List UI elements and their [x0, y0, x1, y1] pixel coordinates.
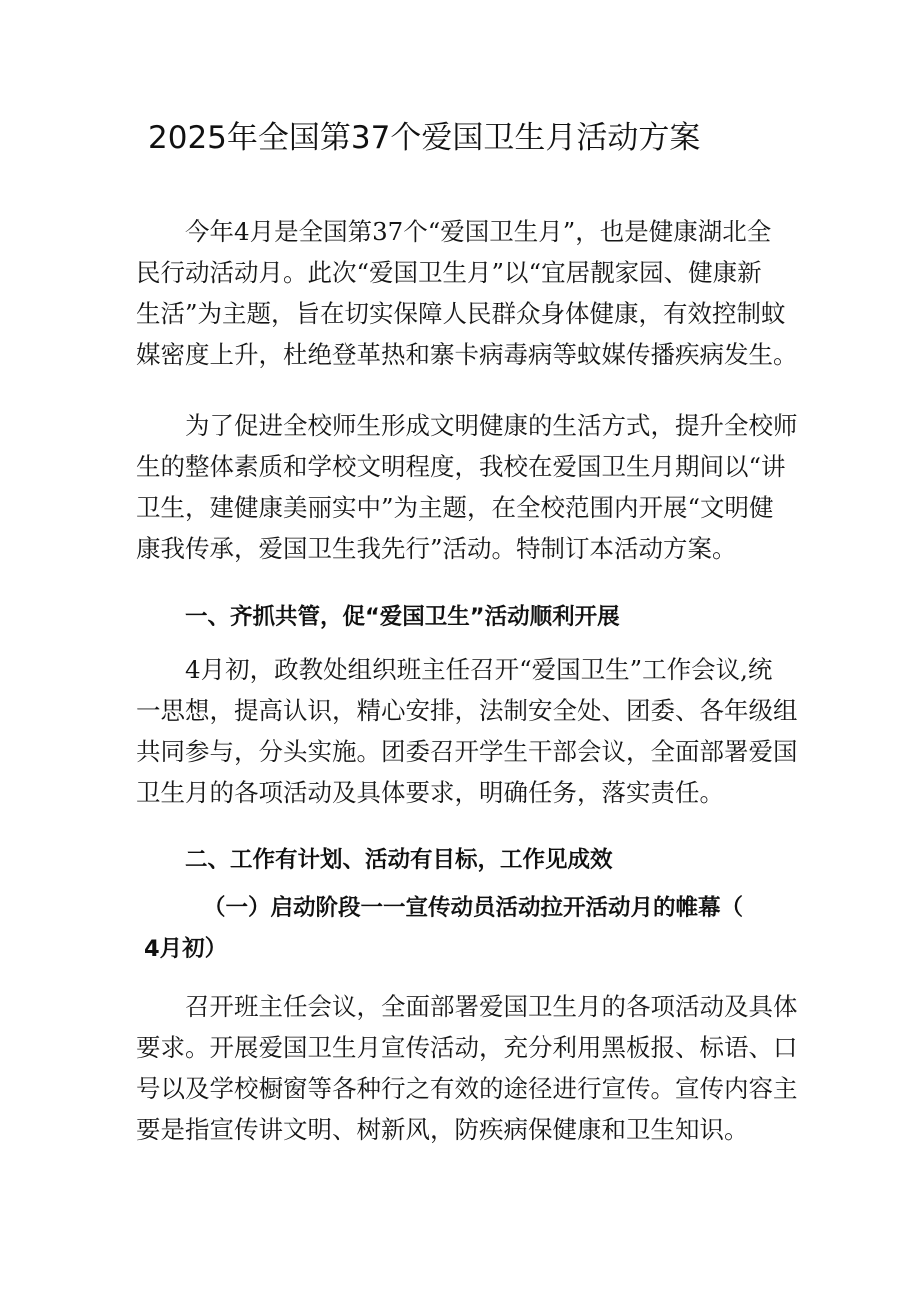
paragraph-line: 号以及学校橱窗等各种行之有效的途径进行宣传。宣传内容主: [136, 1074, 798, 1103]
subheading-line: 4月初）: [144, 936, 228, 962]
paragraph-launch: [136, 986, 796, 1150]
paragraph-line: 康我传承，爱国卫生我先行”活动。特制订本活动方案。: [136, 534, 737, 563]
paragraph-line: 为了促进全校师生形成文明健康的生活方式，提升全校师: [185, 411, 798, 440]
paragraph-line: 卫生月的各项活动及具体要求，明确任务，落实责任。: [136, 778, 724, 807]
paragraph-line: 共同参与，分头实施。团委召开学生干部会议，全面部署爱国: [136, 737, 798, 766]
paragraph-line: 民行动活动月。此次“爱国卫生月”以“宜居靓家园、健康新: [136, 258, 762, 287]
paragraph-line: 媒密度上升，杜绝登革热和寨卡病毒病等蚊媒传播疾病发生。: [136, 340, 798, 369]
paragraph-line: 生活”为主题，旨在切实保障人民群众身体健康，有效控制蚊: [136, 299, 786, 328]
paragraph-intro: [136, 211, 796, 375]
paragraph-line: 一思想，提高认识，精心安排，法制安全处、团委、各年级组: [136, 696, 798, 725]
paragraph-line: 卫生，建健康美丽实中”为主题，在全校范围内开展“文明健: [136, 493, 774, 522]
paragraph-line: 生的整体素质和学校文明程度，我校在爱国卫生月期间以“讲: [136, 452, 786, 481]
paragraph-meeting: [136, 649, 796, 813]
paragraph-purpose: [136, 405, 796, 569]
paragraph-line: 召开班主任会议，全面部署爱国卫生月的各项活动及具体: [185, 992, 798, 1021]
document-title: 2025年全国第37个爱国卫生月活动方案: [148, 120, 701, 156]
paragraph-line: 要求。开展爱国卫生月宣传活动，充分利用黑板报、标语、口: [136, 1033, 798, 1062]
paragraph-line: 4月初，政教处组织班主任召开“爱国卫生”工作会议,统: [185, 655, 773, 684]
section-heading-1: 一、齐抓共管，促“爱国卫生”活动顺利开展: [185, 604, 620, 630]
section-heading-2: 二、工作有计划、活动有目标，工作见成效: [185, 847, 613, 873]
paragraph-line: 今年4月是全国第37个“爱国卫生月”，也是健康湖北全: [185, 217, 772, 246]
subsection-heading-1: [136, 888, 816, 970]
subheading-line: （一）启动阶段一一宣传动员活动拉开活动月的帷幕（: [203, 895, 744, 921]
paragraph-line: 要是指宣传讲文明、树新风，防疾病保健康和卫生知识。: [136, 1115, 749, 1144]
